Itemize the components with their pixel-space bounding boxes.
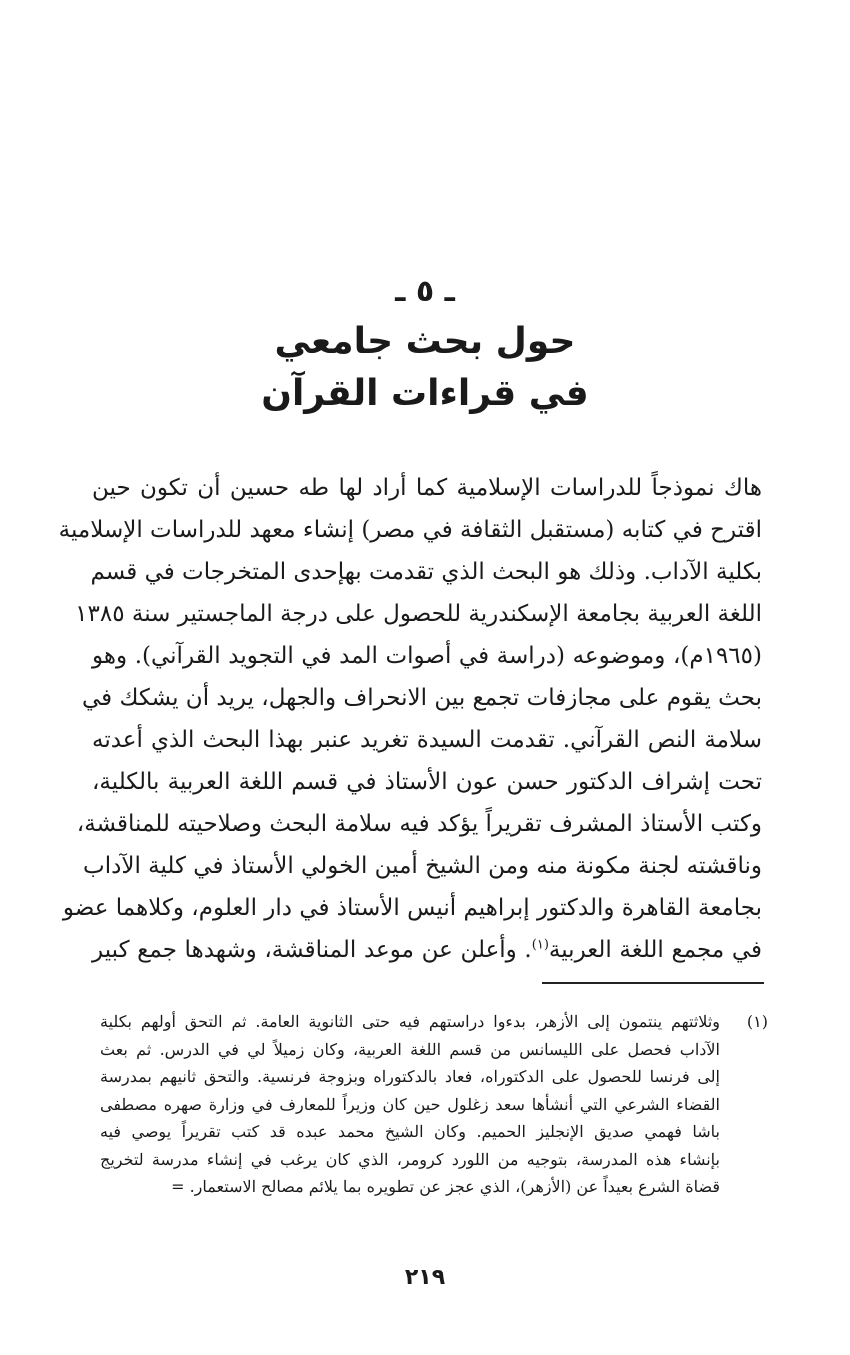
chapter-number: ـ ٥ ـ xyxy=(395,274,455,309)
chapter-title-line-1: حول بحث جامعي xyxy=(274,321,576,362)
body-line: بجامعة القاهرة والدكتور إبراهيم أنيس الأستاذ في دار العلوم، وكلاهما عضو xyxy=(62,895,762,921)
body-line: بحث يقوم على مجازفات تجمع بين الانحراف والجهل، يريد أن يشكك في xyxy=(82,685,762,711)
footnote-line: الآداب فحصل على الليسانس من قسم اللغة العربية، وكان زميلاً لي في الدرس. ثم بعث xyxy=(100,1039,720,1059)
body-text-segment: في مجمع اللغة العربية xyxy=(548,937,762,963)
footnote-line: القضاء الشرعي التي أنشأها سعد زغلول حين كان وزيراً للمعارف في وزارة صهره مصطفى xyxy=(100,1094,720,1114)
chapter-title-line-2: في قراءات القرآن xyxy=(261,373,589,414)
body-line: (١٩٦٥م)، وموضوعه (دراسة في أصوات المد في التجويد القرآني). وهو xyxy=(92,643,762,669)
footnote-block xyxy=(100,1008,768,1201)
page-number: ٢١٩ xyxy=(404,1265,446,1290)
body-line: وكتب الأستاذ المشرف تقريراً يؤكد فيه سلامة البحث وصلاحيته للمناقشة، xyxy=(76,811,762,837)
footnote-line: وثلاثتهم ينتمون إلى الأزهر، بدءوا دراستهم فيه حتى الثانوية العامة. ثم التحق أولهم بكلية xyxy=(100,1012,720,1031)
footnote-line: باشا فهمي صديق الإنجليز الحميم. وكان الشيخ محمد عبده قد كتب تقريراً يوصي فيه xyxy=(100,1122,720,1141)
body-line: هاك نموذجاً للدراسات الإسلامية كما أراد لها طه حسين أن تكون حين xyxy=(92,475,762,501)
body-line-last xyxy=(92,929,762,971)
footnote-reference[interactable]: (١) xyxy=(531,937,549,953)
footnote-line: بإنشاء هذه المدرسة، بتوجيه من اللورد كرومر، الذي كان يرغب في إنشاء مدرسة لتخريج xyxy=(100,1149,720,1169)
body-line: اقترح في كتابه (مستقبل الثقافة في مصر) إنشاء معهد للدراسات الإسلامية xyxy=(58,517,762,543)
body-paragraph xyxy=(58,467,762,971)
footnote-marker: (١) xyxy=(746,1012,768,1031)
body-line: بكلية الآداب. وذلك هو البحث الذي تقدمت بهإحدى المتخرجات في قسم xyxy=(90,559,762,585)
body-text-segment: . وأعلن عن موعد المناقشة، وشهدها جمع كبير xyxy=(92,937,532,963)
body-line: اللغة العربية بجامعة الإسكندرية للحصول على درجة الماجستير سنة ١٣٨٥ xyxy=(75,601,762,627)
footnote-line: إلى فرنسا للحصول على الدكتوراه، فعاد بالدكتوراه وبزوجة فرنسية. والتحق ثانيهم بمدرسة xyxy=(100,1067,720,1086)
body-line: سلامة النص القرآني. تقدمت السيدة تغريد عنبر بهذا البحث الذي أعدته xyxy=(92,727,762,753)
footnote-text xyxy=(100,1008,720,1201)
footnote-line: قضاة الشرع بعيداً عن (الأزهر)، الذي عجز عن تطويره بما يلائم مصالح الاستعمار. = xyxy=(171,1177,720,1196)
body-line: تحت إشراف الدكتور حسن عون الأستاذ في قسم اللغة العربية بالكلية، xyxy=(92,769,762,795)
footnote-divider xyxy=(542,982,764,984)
body-line: وناقشته لجنة مكونة منه ومن الشيخ أمين الخولي الأستاذ في كلية الآداب xyxy=(83,853,762,879)
